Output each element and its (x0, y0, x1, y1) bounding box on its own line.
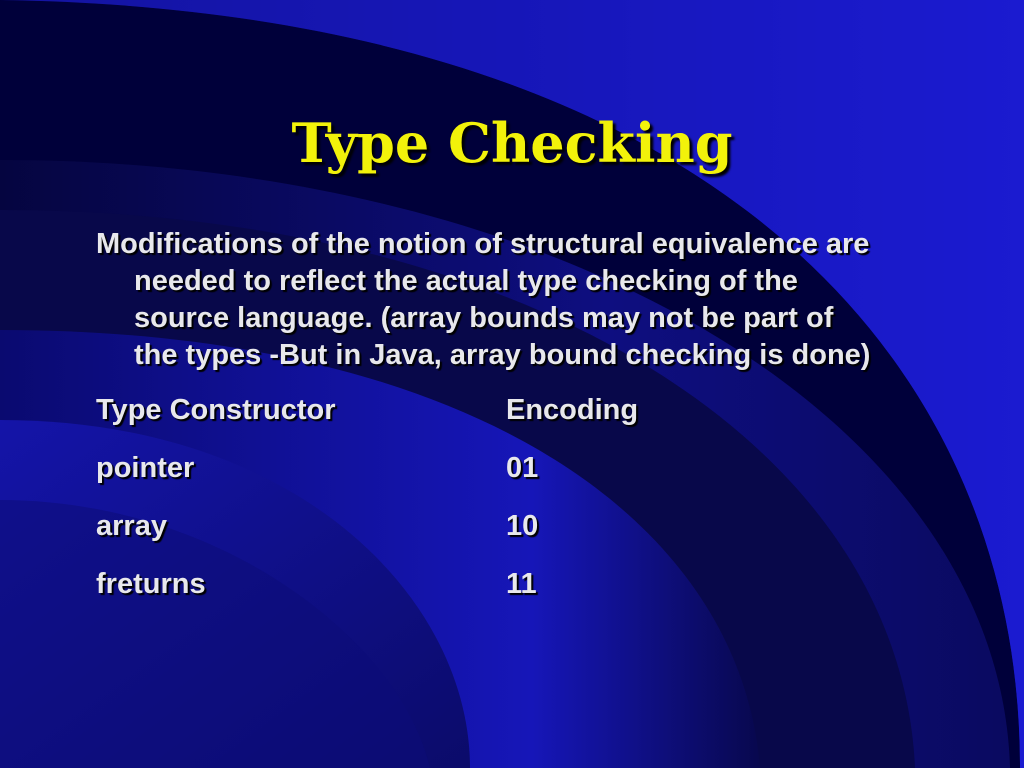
row-freturns-constructor: freturns (96, 568, 206, 600)
row-array-constructor: array (96, 510, 167, 542)
row-pointer-encoding: 01 (506, 452, 539, 484)
table-row (96, 450, 876, 487)
table-row (96, 566, 876, 603)
slide-body (96, 226, 876, 624)
header-type-constructor: Type Constructor (96, 394, 336, 426)
row-pointer-constructor: pointer (96, 452, 195, 484)
header-encoding: Encoding (506, 394, 639, 426)
row-freturns-encoding: 11 (506, 568, 537, 600)
body-paragraph: Modifications of the notion of structural equivalence are needed to reflect the actual type checking of the source language. (array bounds may not be part of the types -But in Java, array bound checking is done) (96, 228, 871, 371)
table-row (96, 508, 876, 545)
table-header-row (96, 392, 876, 429)
row-array-encoding: 10 (506, 510, 539, 542)
slide-title: Type Checking (291, 111, 733, 175)
